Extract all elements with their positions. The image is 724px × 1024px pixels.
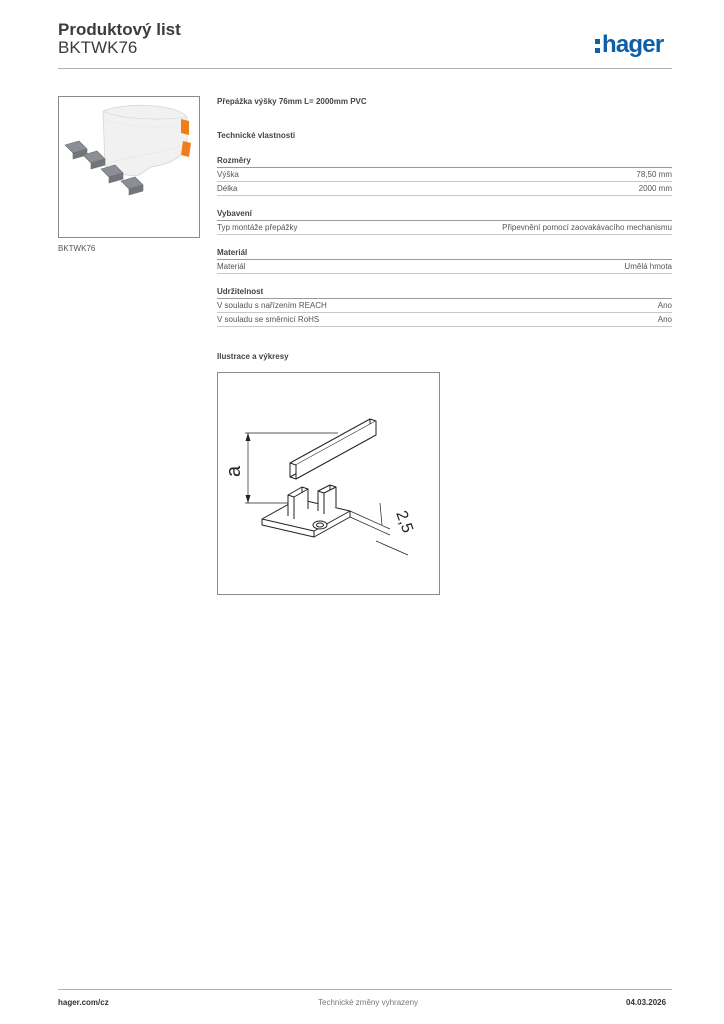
section-material bbox=[217, 247, 672, 274]
image-caption: BKTWK76 bbox=[58, 244, 96, 253]
spec-label: V souladu s nařízením REACH bbox=[217, 301, 327, 310]
product-photo bbox=[59, 97, 199, 237]
spec-value: Ano bbox=[657, 315, 672, 324]
technical-properties-heading: Technické vlastnosti bbox=[217, 131, 296, 140]
section-sustainability bbox=[217, 286, 672, 327]
technical-drawing bbox=[217, 372, 440, 595]
spec-value: 78,50 mm bbox=[636, 170, 672, 179]
product-code: BKTWK76 bbox=[58, 38, 138, 57]
spec-row bbox=[217, 260, 672, 274]
hager-logo bbox=[593, 26, 675, 58]
spec-row bbox=[217, 313, 672, 327]
section-title: Rozměry bbox=[217, 155, 672, 168]
section-dimensions bbox=[217, 155, 672, 196]
illustrations-heading: Ilustrace a výkresy bbox=[217, 352, 289, 361]
spec-label: Typ montáže přepážky bbox=[217, 223, 298, 232]
spec-row bbox=[217, 221, 672, 235]
spec-value: Umělá hmota bbox=[624, 262, 672, 271]
product-image bbox=[58, 96, 200, 238]
spec-value: Připevnění pomocí zaovakávacího mechanismu bbox=[502, 223, 672, 232]
spec-value: Ano bbox=[657, 301, 672, 310]
header-divider bbox=[58, 68, 672, 69]
dimension-thickness-label: 2,5 bbox=[392, 508, 416, 536]
dimension-height-label: a bbox=[223, 465, 245, 477]
spec-label: Materiál bbox=[217, 262, 246, 271]
spec-label: Délka bbox=[217, 184, 238, 193]
drawing-svg bbox=[218, 373, 439, 594]
product-name: Přepážka výšky 76mm L= 2000mm PVC bbox=[217, 97, 367, 106]
section-title: Udržitelnost bbox=[217, 286, 672, 299]
spec-label: V souladu se směrnicí RoHS bbox=[217, 315, 320, 324]
spec-label: Výška bbox=[217, 170, 239, 179]
spec-row bbox=[217, 168, 672, 182]
footer-notice: Technické změny vyhrazeny bbox=[318, 998, 419, 1007]
spec-row bbox=[217, 299, 672, 313]
footer-website-link[interactable]: hager.com/cz bbox=[58, 998, 109, 1007]
spec-value: 2000 mm bbox=[638, 184, 672, 193]
footer-divider bbox=[58, 989, 672, 990]
spec-row bbox=[217, 182, 672, 196]
section-title: Materiál bbox=[217, 247, 672, 260]
document-title: Produktový list bbox=[58, 20, 181, 39]
section-equipment bbox=[217, 208, 672, 235]
section-title: Vybavení bbox=[217, 208, 672, 221]
logo-text: hager bbox=[602, 31, 664, 58]
footer-date: 04.03.2026 bbox=[626, 998, 667, 1007]
